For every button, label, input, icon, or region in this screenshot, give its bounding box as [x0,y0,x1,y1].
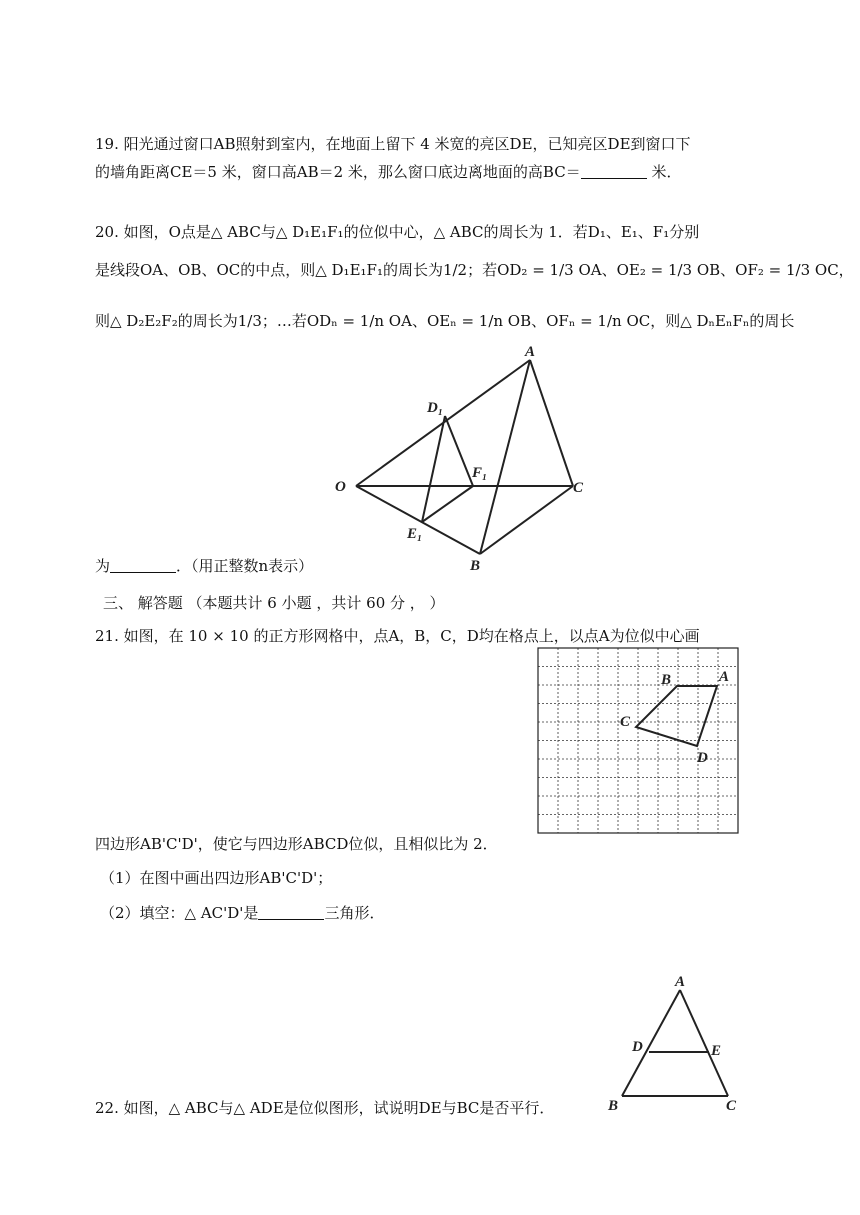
q21-part2-pre: （2）填空：△ AC'D'是 [100,904,259,922]
q20-line4-pre: 为 [95,557,111,575]
label-E: E [711,1043,722,1059]
label-E1: E₁ [407,526,423,542]
section-title: 三、 解答题 （本题共计 6 小题 ，共计 60 分 ， ） [103,594,445,612]
q21-part2-post: 三角形． [324,904,385,922]
label-B: B [470,558,481,574]
label-A: A [675,974,686,990]
answer-blank [581,164,647,179]
label-F1: F₁ [472,465,488,481]
q20-line2: 是线段OA、OB、OC的中点，则△ D₁E₁F₁的周长为1/2；若OD₂ = 1/3 OA、OE₂ = 1/3 OB、OF₂ = 1/3 OC， [95,261,854,279]
label-C: C [620,714,631,730]
label-A: A [719,669,730,685]
q19-line2-text: 的墙角距离CE＝5 米，窗口高AB＝2 米，那么窗口底边离地面的高BC＝ [95,163,581,181]
q22-figure [600,970,750,1115]
q21-line2: 四边形AB'C'D'，使它与四边形ABCD位似，且相似比为 2． [95,835,498,853]
q22-line1: 22. 如图，△ ABC与△ ADE是位似图形，试说明DE与BC是否平行． [95,1099,555,1117]
q21-part2 [100,902,384,923]
label-B: B [661,672,672,688]
q19-line1: 19. 阳光通过窗口AB照射到室内，在地面上留下 4 米宽的亮区DE，已知亮区DE到窗口下 [95,135,691,153]
q21-part1: （1）在图中画出四边形AB'C'D'； [100,869,333,887]
q21-grid-figure [535,645,740,835]
label-A: A [525,344,536,360]
q19-line2 [95,161,681,182]
q20-figure [330,340,590,575]
label-D: D [697,750,708,766]
q20-line1: 20. 如图，O点是△ ABC与△ D₁E₁F₁的位似中心，△ ABC的周长为 1．若D₁、E₁、F₁分别 [95,223,700,241]
label-C: C [726,1098,737,1114]
q21-line1: 21. 如图，在 10 × 10 的正方形网格中，点A，B，C，D均在格点上，以点A为位似中心画 [95,627,700,645]
label-O: O [335,479,346,495]
label-D1: D₁ [427,400,444,416]
label-D: D [632,1039,643,1055]
q20-line3: 则△ D₂E₂F₂的周长为1/3；…若ODₙ = 1/n OA、OEₙ = 1/n OB、OFₙ = 1/n OC，则△ DₙEₙFₙ的周长 [95,312,795,330]
q19-line2-tail: 米． [646,163,682,181]
q20-line4 [95,555,313,576]
label-C: C [573,480,584,496]
answer-blank [110,558,176,573]
label-B: B [608,1098,619,1114]
answer-blank [258,905,324,920]
q20-line4-post: ．（用正整数n表示） [176,557,314,575]
